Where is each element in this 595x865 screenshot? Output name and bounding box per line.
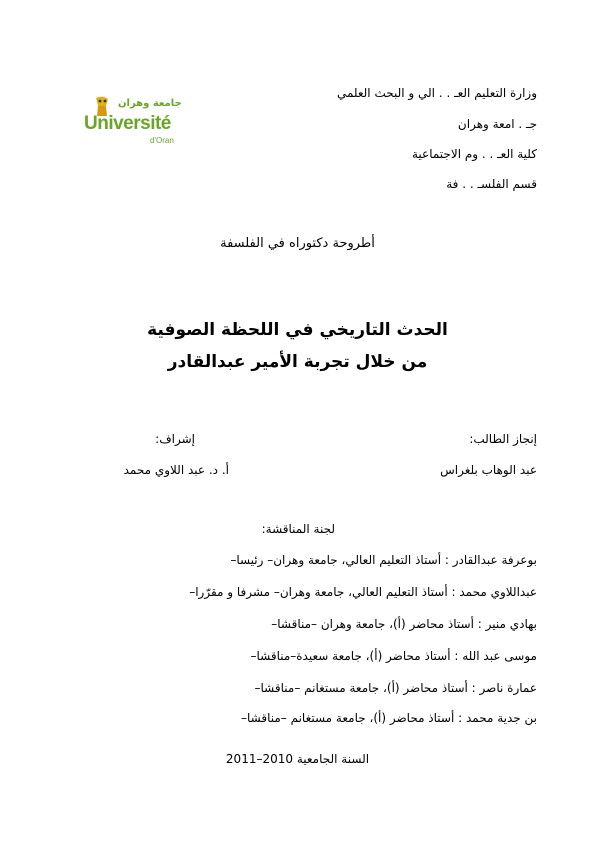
jury-member: موسى عبد الله : أستاذ محاضر (أ)، جامعة سعيدة–مناقشا– bbox=[250, 649, 537, 663]
university-line: جـ . امعة وهران bbox=[457, 117, 537, 131]
title-line-2: من خلال تجربة الأمير عبدالقادر bbox=[167, 352, 428, 372]
thesis-type: أطروحة دكتوراه في الفلسفة bbox=[220, 236, 375, 251]
jury-member: بن جدية محمد : أستاذ محاضر (أ)، جامعة مستغانم –مناقشا– bbox=[240, 711, 537, 725]
logo-latin-text: Université bbox=[84, 113, 171, 134]
supervisor-name: أ. د. عبد اللاوي محمد bbox=[123, 463, 229, 477]
logo-city-text: d'Oran bbox=[150, 136, 174, 145]
jury-member: بوعرفة عبدالقادر : أستاذ التعليم العالي، جامعة وهران– رئيسا– bbox=[230, 553, 537, 567]
jury-member: بهادي منير : أستاذ محاضر (أ)، جامعة وهران –مناقشا– bbox=[271, 617, 537, 631]
department-line: قسم الفلسـ . . فة bbox=[446, 177, 537, 191]
student-label: إنجاز الطالب: bbox=[469, 432, 537, 446]
supervisor-label: إشراف: bbox=[155, 432, 195, 446]
jury-label: لجنة المناقشة: bbox=[261, 522, 335, 536]
academic-year: السنة الجامعية 2010–2011 bbox=[225, 752, 370, 766]
title-line-1: الحدث التاريخي في اللحظة الصوفية bbox=[147, 320, 448, 340]
ministry-line: وزارة التعليم العـ . . الي و البحث العلمي bbox=[336, 86, 537, 100]
faculty-line: كلية العـ . . وم الاجتماعية bbox=[412, 147, 537, 161]
university-logo bbox=[78, 96, 190, 158]
jury-member: عمارة ناصر : أستاذ محاضر (أ)، جامعة مستغانم –مناقشا– bbox=[254, 681, 537, 695]
jury-member: عبداللاوي محمد : أستاذ التعليم العالي، جامعة وهران– مشرفا و مقرّرا– bbox=[189, 585, 537, 599]
student-name: عبد الوهاب بلغراس bbox=[440, 463, 537, 477]
logo-arabic-text: جامعة وهران bbox=[118, 98, 182, 109]
